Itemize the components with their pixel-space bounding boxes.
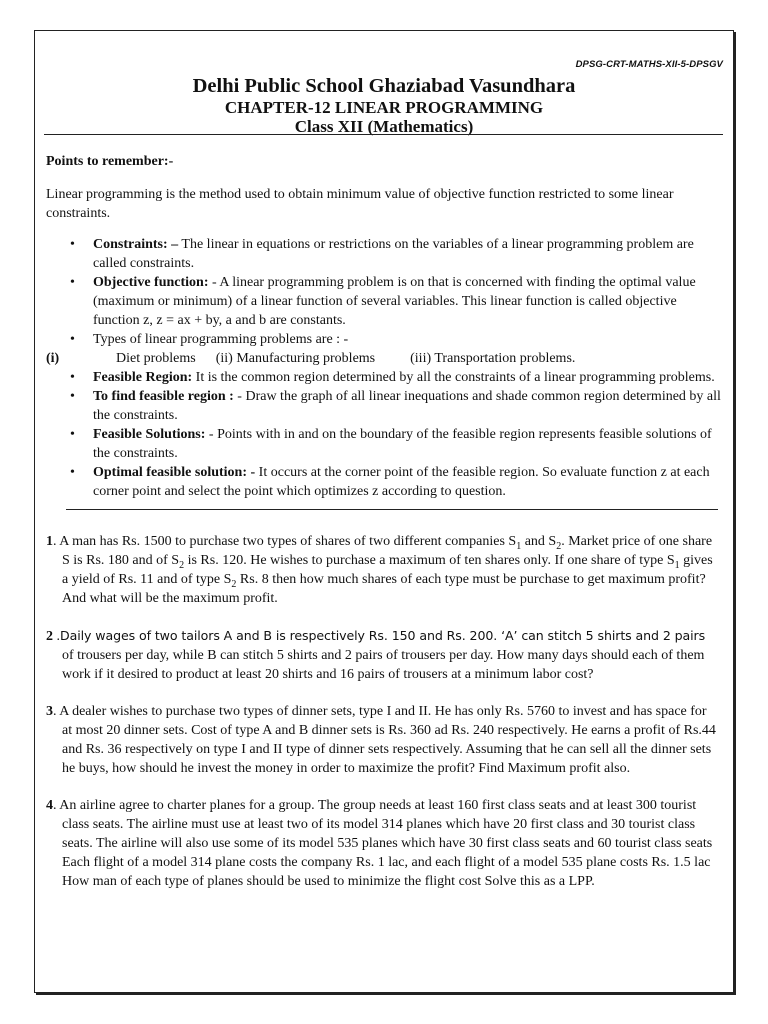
- subscript: 1: [516, 540, 522, 552]
- question-1: [46, 532, 722, 608]
- question-text: Daily wages of two tailors A and B is respectively Rs. 150 and Rs. 200. ‘A’ can stitch 5 shirts and 2 pairs: [60, 628, 706, 643]
- points-heading: Points to remember:-: [46, 154, 174, 169]
- text-constraints: The linear in equations or restrictions on the variables of a linear programming problem are called constraints.: [93, 237, 694, 271]
- question-number: 1: [46, 534, 53, 549]
- question-3: [46, 702, 722, 778]
- bullet-find-region: [46, 387, 722, 425]
- text-feasible-region: It is the common region determined by all the constraints of a linear programming problems.: [192, 370, 715, 385]
- intro-paragraph: Linear programming is the method used to obtain minimum value of objective function restricted to some linear constraints.: [46, 187, 674, 221]
- bullet-optimal: [46, 463, 722, 501]
- school-name: Delhi Public School Ghaziabad Vasundhara: [192, 75, 576, 97]
- question-text: gives a yield of Rs. 11 and of type S: [62, 553, 713, 587]
- document-code: DPSG-CRT-MATHS-XII-5-DPSGV: [575, 59, 723, 70]
- question-number: 3: [46, 704, 53, 719]
- document-header: [34, 74, 734, 137]
- bullet-types: [46, 330, 722, 349]
- text-find-region: - Draw the graph of all linear inequations and shade common region determined by all the constraints.: [93, 389, 721, 423]
- question-text: . A man has Rs. 1500 to purchase two types of shares of two different companies S: [53, 534, 517, 549]
- subscript: 2: [556, 540, 562, 552]
- question-number: 2: [46, 629, 53, 644]
- bullet-dot: •: [70, 332, 75, 347]
- question-number: 4: [46, 798, 53, 813]
- bullet-dot: •: [70, 370, 75, 385]
- types-roman-i: (i): [46, 351, 60, 366]
- question-text: Rs. 8 then how much shares of each type must be purchase to get maximum profit? And what will be the maximum profit.: [62, 572, 706, 606]
- bullet-dot: •: [70, 389, 75, 404]
- types-item-transportation: (iii) Transportation problems.: [410, 351, 576, 366]
- text-types: Types of linear programming problems are : -: [93, 332, 349, 347]
- text-objective: - A linear programming problem is on that is concerned with finding the optimal value (maximum or minimum) of a linear function of several variables. This linear function is called objective function z, z = ax + by, a and b are constants.: [93, 275, 696, 328]
- term-find-region: To find feasible region :: [93, 389, 238, 404]
- subscript: 1: [674, 559, 680, 571]
- question-text: . An airline agree to charter planes for a group. The group needs at least 160 first class seats and at least 300 tourist class seats. The airline must use at least two of its model 314 planes which have 20 first class and 30 tourist class seats. The airline will also use some of its model 535 planes which have 30 first class seats and 60 tourist class seats Each flight of a model 314 plane costs the company Rs. 1 lac, and each flight of a model 535 plane costs Rs. 1.5 lac How man of each type of planes should be used to minimize the flight cost Solve this as a LPP.: [53, 798, 713, 889]
- term-constraints: Constraints: –: [93, 237, 179, 252]
- bullet-dot: •: [70, 237, 75, 252]
- question-text: . Market price of one share S is Rs. 180 and of S: [62, 534, 713, 568]
- bullet-feasible-solutions: [46, 425, 722, 463]
- types-item-diet: Diet problems: [116, 351, 196, 366]
- section-divider: [66, 509, 718, 510]
- text-optimal: It occurs at the corner point of the feasible region. So evaluate function z at each corner point and select the point which optimizes z according to question.: [93, 465, 710, 499]
- question-text: is Rs. 120. He wishes to purchase a maximum of ten shares only. If one share of type S: [184, 553, 675, 568]
- question-text: and S: [521, 534, 557, 549]
- term-feasible-region: Feasible Region:: [93, 370, 193, 385]
- bullet-dot: •: [70, 275, 75, 290]
- bullet-feasible-region: [46, 368, 722, 387]
- bullet-dot: •: [70, 427, 75, 442]
- question-text: of trousers per day, while B can stitch 5 shirts and 2 pairs of trousers per day. How many days should each of them work if it desired to product at least 20 shirts and 16 pairs of trousers at a minimum labor cost?: [62, 648, 705, 682]
- bullet-objective: [46, 273, 722, 330]
- question-4: [46, 796, 722, 891]
- document-body: [46, 152, 722, 891]
- bullet-constraints: [46, 235, 722, 273]
- term-feasible-solutions: Feasible Solutions:: [93, 427, 206, 442]
- text-feasible-solutions: - Points with in and on the boundary of the feasible region represents feasible solutions of the constraints.: [93, 427, 712, 461]
- question-2: [46, 626, 722, 684]
- question-text: .: [53, 629, 60, 644]
- types-item-manufacturing: (ii) Manufacturing problems: [215, 351, 376, 366]
- subscript: 2: [179, 559, 185, 571]
- chapter-title: CHAPTER-12 LINEAR PROGRAMMING: [224, 98, 544, 117]
- term-objective: Objective function:: [93, 275, 209, 290]
- header-divider: [44, 134, 723, 135]
- subscript: 2: [231, 578, 237, 590]
- term-optimal: Optimal feasible solution: -: [93, 465, 256, 480]
- class-title: Class XII (Mathematics): [294, 117, 474, 136]
- bullet-dot: •: [70, 465, 75, 480]
- types-list: [46, 349, 722, 368]
- question-text: . A dealer wishes to purchase two types of dinner sets, type I and II. He has only Rs. 5760 to invest and has space for at most 20 dinner sets. Cost of type A and B dinner sets is Rs. 360 ad Rs. 240 respectively. He earns a profit of Rs.44 and Rs. 36 respectively on type I and II type of dinner sets respectively. Assuming that he can sell all the dinner sets he buys, how should he invest the money in order to maximize the profit? Find Maximum profit also.: [53, 704, 716, 776]
